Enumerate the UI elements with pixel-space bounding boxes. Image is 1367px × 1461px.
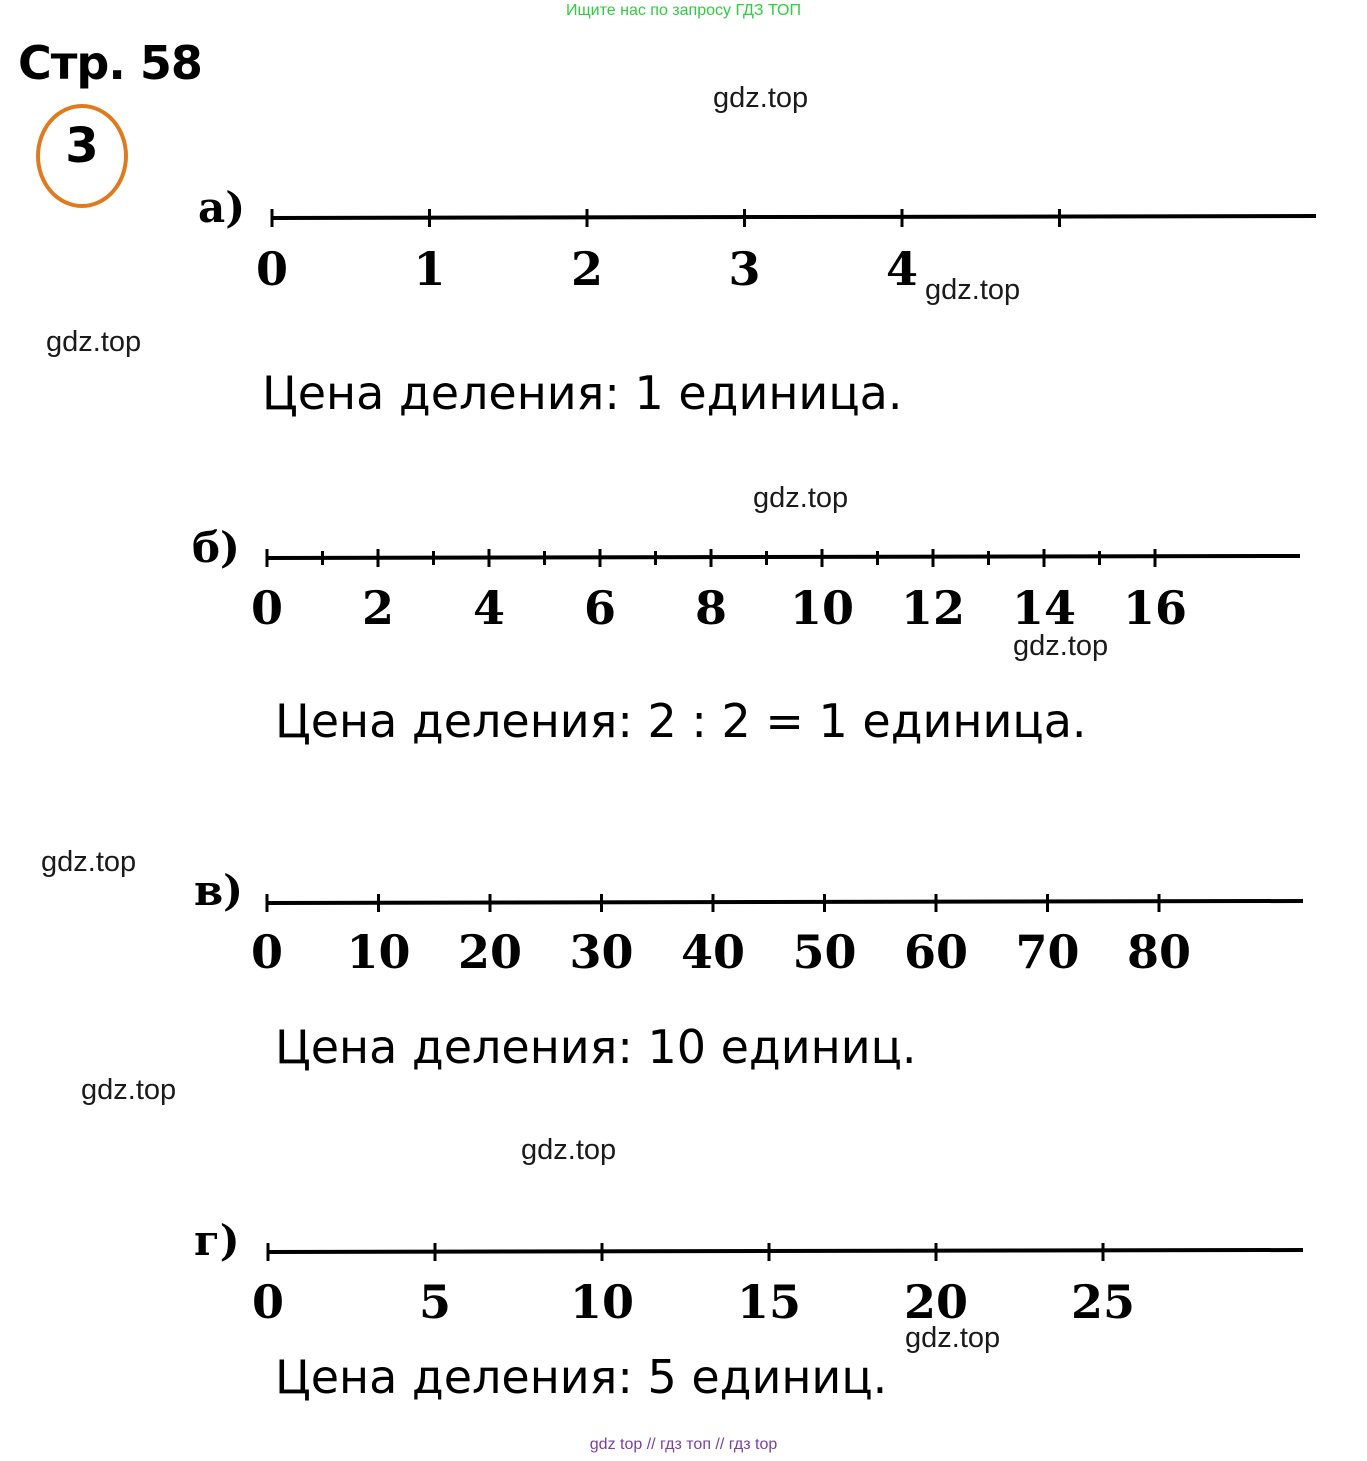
tick-label: 1 [413,242,446,296]
axis-line [267,901,1303,903]
tick-label: 4 [472,581,506,635]
tick-label: 14 [1011,581,1077,635]
watermark: gdz.top [1013,630,1109,662]
footer: gdz top // гдз топ // гдз top [589,1436,778,1453]
tick-label: 70 [1015,925,1080,979]
axis-line [268,1250,1303,1252]
tick-label: 10 [346,925,411,979]
scale-1 [192,523,1300,635]
watermark: gdz.top [81,1074,177,1106]
axis-line [267,556,1300,558]
top-banner: Ищите нас по запросу ГДЗ ТОП [566,2,801,19]
tick-label: 12 [900,581,966,635]
tick-label: 2 [570,242,604,296]
tick-label: 20 [903,1275,969,1329]
tick-label: 30 [569,925,634,979]
tick-label: 60 [903,925,969,979]
answer-g: Цена деления: 5 единиц. [275,1350,888,1404]
scale-part-label: в) [194,866,244,915]
watermark: gdz.top [46,326,142,358]
tick-label: 5 [418,1275,452,1329]
watermark: gdz.top [753,482,849,514]
scale-part-label: а) [198,183,246,232]
tick-label: 10 [569,1275,635,1329]
tick-label: 4 [885,242,919,296]
tick-label: 0 [250,581,284,635]
answer-b: Цена деления: 2 : 2 = 1 единица. [275,694,1087,748]
tick-label: 10 [789,581,855,635]
tick-label: 40 [680,925,746,979]
scale-0 [198,183,1316,296]
tick-label: 0 [255,242,289,296]
scale-2 [194,866,1303,979]
tick-label: 6 [583,581,617,635]
tick-label: 16 [1122,581,1188,635]
tick-label: 2 [361,581,395,635]
tick-label: 25 [1070,1275,1136,1329]
watermark: gdz.top [925,274,1021,306]
watermark: gdz.top [905,1322,1001,1354]
scale-3 [194,1216,1303,1329]
tick-label: 0 [250,925,284,979]
tick-label: 8 [694,581,728,635]
tick-label: 15 [736,1275,802,1329]
scale-part-label: б) [192,523,240,572]
watermark: gdz.top [713,82,809,114]
tick-label: 0 [251,1275,285,1329]
tick-label: 3 [728,242,761,296]
answer-a: Цена деления: 1 единица. [262,366,903,420]
page-title: Стр. 58 [18,36,202,90]
watermark: gdz.top [41,846,137,878]
tick-label: 80 [1126,925,1192,979]
tick-label: 50 [792,925,857,979]
tick-label: 20 [457,925,523,979]
scale-part-label: г) [194,1216,240,1265]
watermark: gdz.top [521,1134,617,1166]
answer-v: Цена деления: 10 единиц. [275,1020,917,1074]
task-number: 3 [65,118,99,174]
